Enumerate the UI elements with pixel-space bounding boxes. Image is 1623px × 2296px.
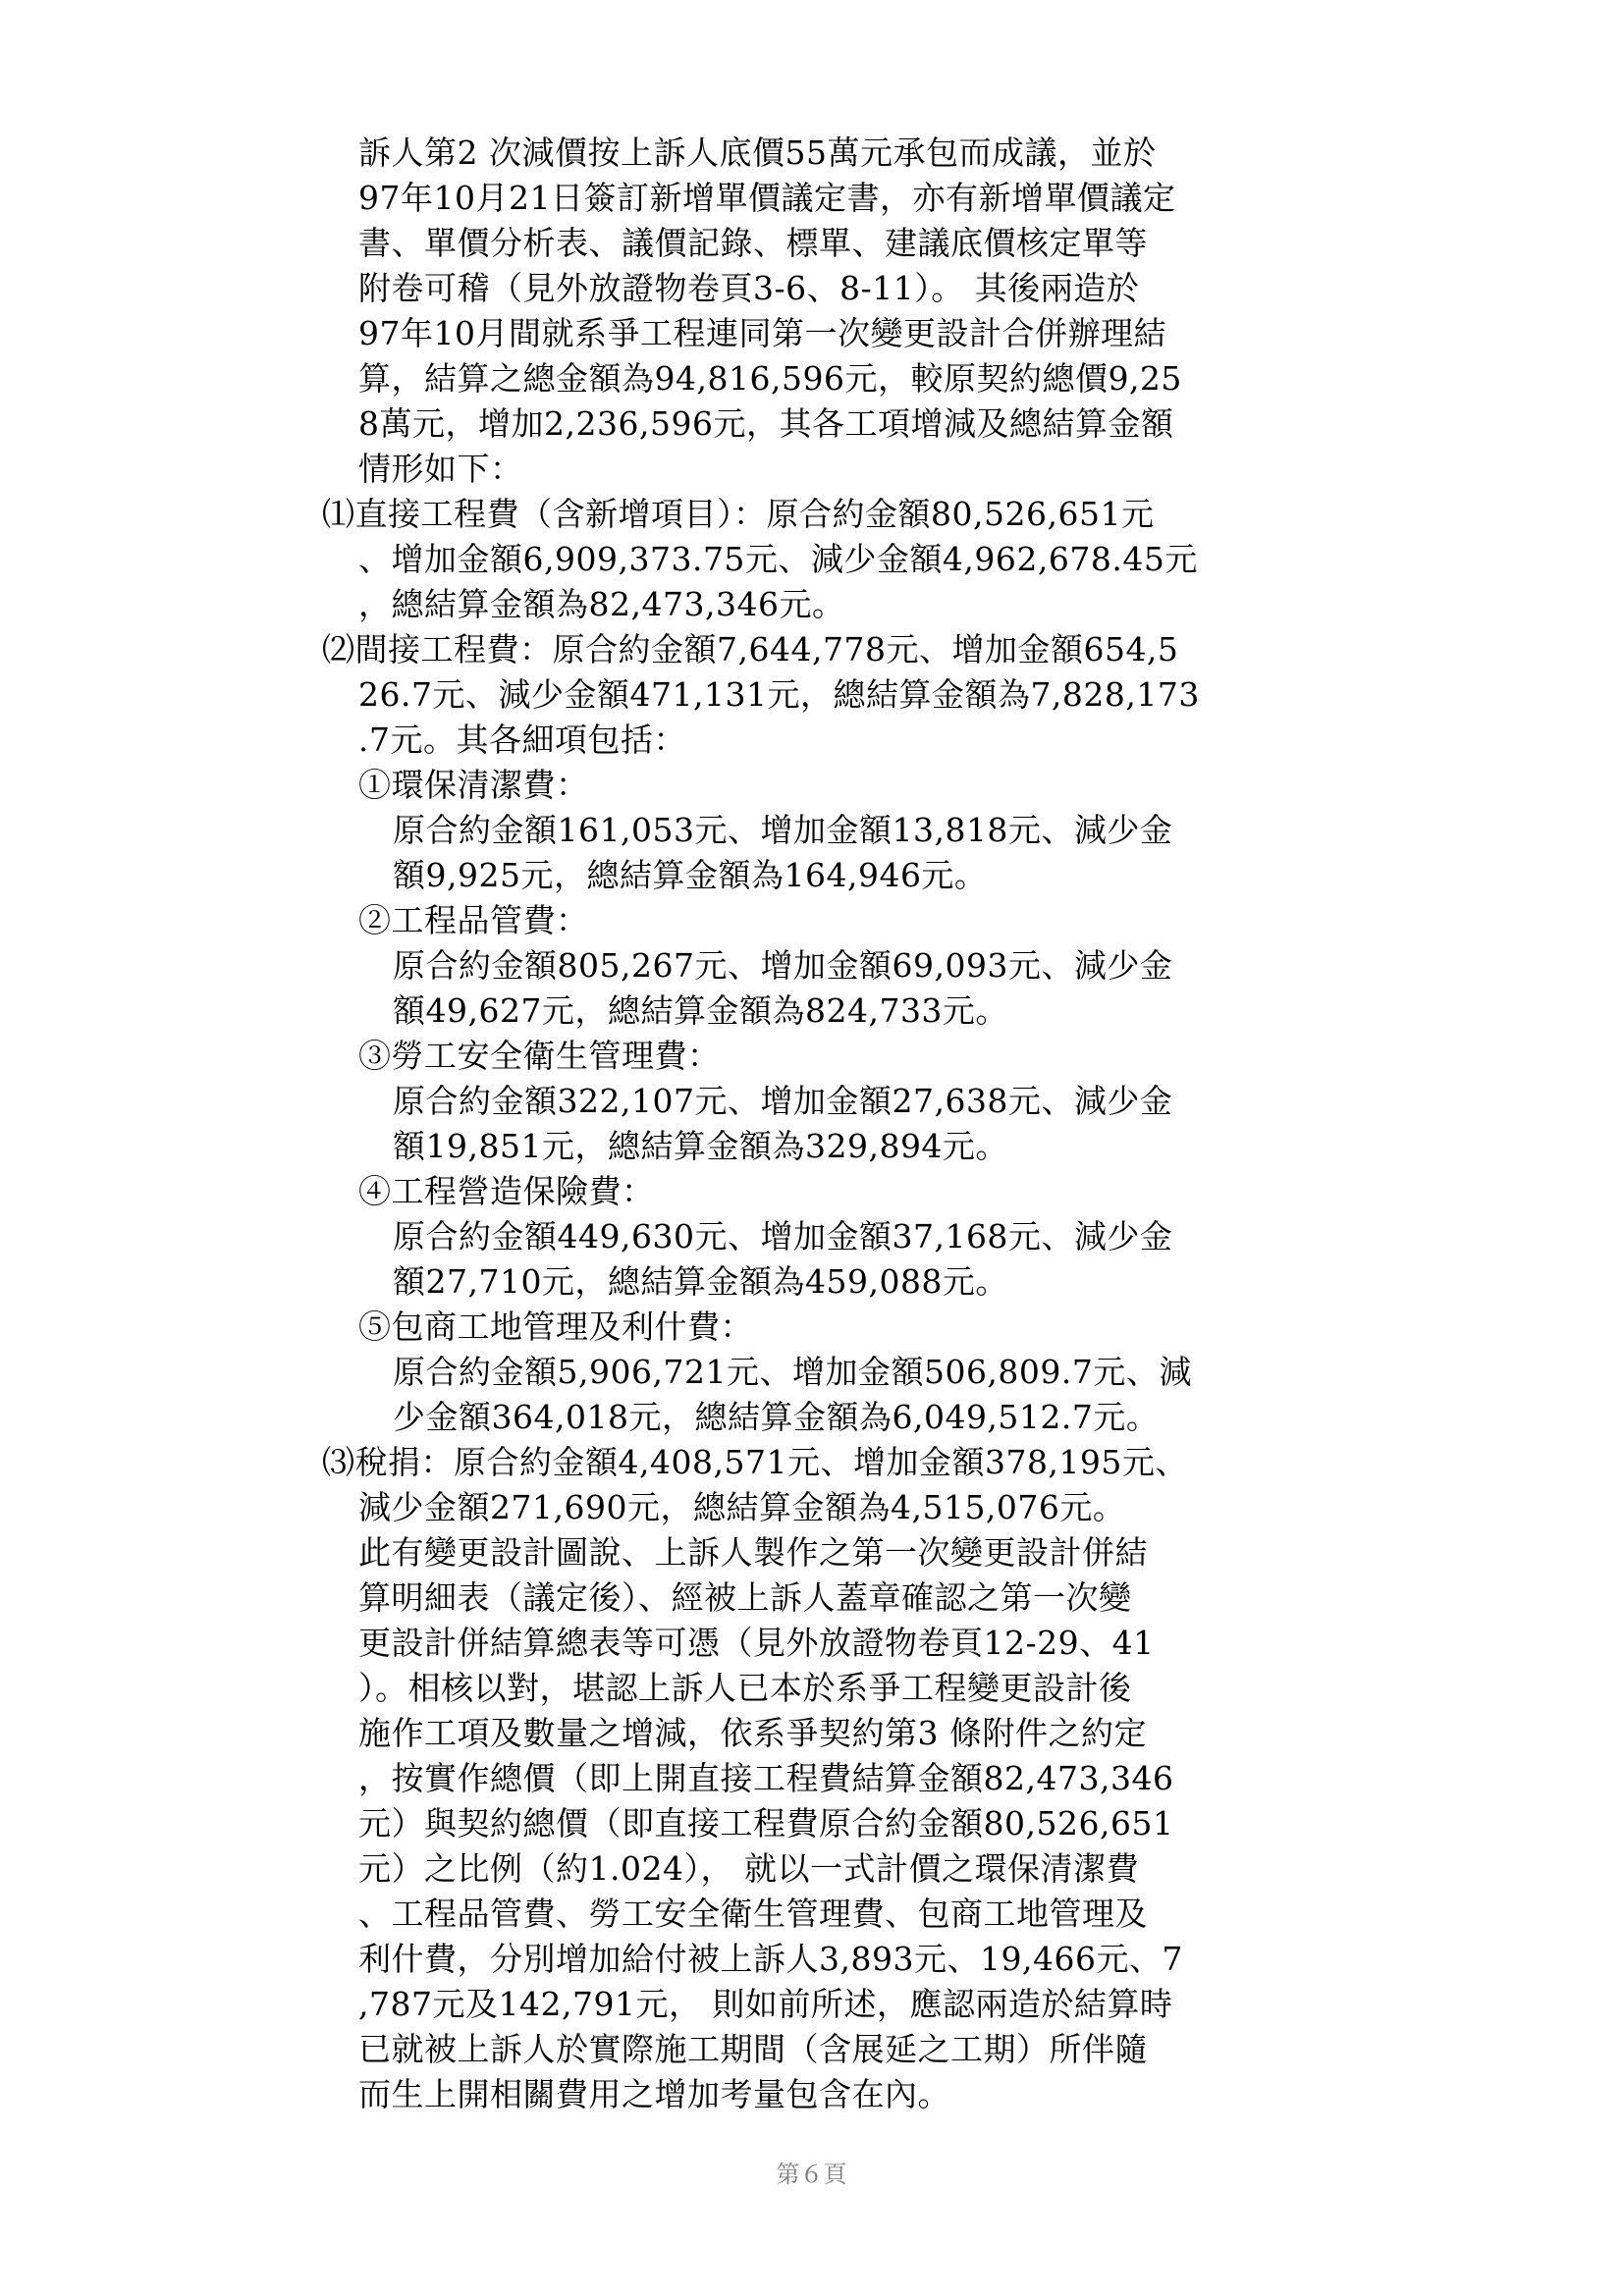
text-line: ，總結算金額為82,473,346元。	[358, 585, 845, 623]
text-line: 額9,925元，總結算金額為164,946元。	[393, 856, 988, 894]
text-line: ⑴直接工程費（含新增項目）：原合約金額80,526,651元	[322, 495, 1155, 533]
text-line: ①環保清潔費：	[358, 766, 589, 804]
text-line: 原合約金額322,107元、增加金額27,638元、減少金	[393, 1082, 1173, 1120]
text-line: 額19,851元，總結算金額為329,894元。	[393, 1127, 1008, 1165]
text-line: 97年10月間就系爭工程連同第一次變更設計合併辦理結	[358, 314, 1166, 352]
text-line: 附卷可稽（見外放證物卷頁3-6、8-11）。 其後兩造於	[358, 269, 1140, 307]
text-line: 已就被上訴人於實際施工期間（含展延之工期）所伴隨	[358, 2030, 1148, 2068]
text-line: 元）與契約總價（即直接工程費原合約金額80,526,651	[358, 1804, 1174, 1842]
text-line: 少金額364,018元，總結算金額為6,049,512.7元。	[393, 1398, 1160, 1436]
text-line: 算明細表（議定後）、經被上訴人蓋章確認之第一次變	[358, 1578, 1132, 1617]
text-line: 更設計併結算總表等可憑（見外放證物卷頁12-29、41	[358, 1624, 1155, 1662]
text-line: 施作工項及數量之增減，依系爭契約第3 條附件之約定	[358, 1714, 1147, 1752]
text-line: 額27,710元，總結算金額為459,088元。	[393, 1262, 1008, 1301]
text-line: 、工程品管費、勞工安全衛生管理費、包商工地管理及	[358, 1895, 1148, 1933]
text-line: 而生上開相關費用之增加考量包含在內。	[358, 2075, 950, 2113]
text-line: ②工程品管費：	[358, 901, 589, 939]
text-line: 訴人第2 次減價按上訴人底價55萬元承包而成議，並於	[358, 133, 1157, 172]
text-line: 書、單價分析表、議價記錄、標單、建議底價核定單等	[358, 224, 1148, 262]
text-line: ④工程營造保險費：	[358, 1172, 655, 1210]
text-line: 原合約金額5,906,721元、增加金額506,809.7元、減	[393, 1353, 1192, 1391]
text-line: 元）之比例（約1.024）， 就以一式計價之環保清潔費	[358, 1849, 1139, 1888]
text-line: 原合約金額449,630元、增加金額37,168元、減少金	[393, 1217, 1173, 1255]
text-line: 26.7元、減少金額471,131元，總結算金額為7,828,173	[358, 675, 1200, 714]
text-line: ）。相核以對，堪認上訴人已本於系爭工程變更設計後	[358, 1669, 1132, 1707]
text-line: ⑶稅捐：原合約金額4,408,571元、增加金額378,195元、	[322, 1443, 1188, 1481]
text-line: 8萬元，增加2,236,596元，其各工項增減及總結算金額	[358, 404, 1174, 443]
text-line: ③勞工安全衛生管理費：	[358, 1037, 721, 1075]
text-line: ⑤包商工地管理及利什費：	[358, 1308, 753, 1346]
text-line: .7元。其各細項包括：	[358, 721, 686, 759]
text-line: ⑵間接工程費：原合約金額7,644,778元、增加金額654,5	[322, 630, 1179, 668]
text-line: 額49,627元，總結算金額為824,733元。	[393, 991, 1008, 1030]
text-line: 減少金額271,690元，總結算金額為4,515,076元。	[358, 1488, 1126, 1526]
text-line: 、增加金額6,909,373.75元、減少金額4,962,678.45元	[358, 540, 1198, 578]
text-line: 原合約金額805,267元、增加金額69,093元、減少金	[393, 946, 1173, 985]
text-line: 情形如下：	[358, 450, 523, 488]
page-number: 第６頁	[776, 2161, 847, 2188]
text-line: 利什費，分別增加給付被上訴人3,893元、19,466元、7	[358, 1940, 1183, 1978]
text-line: 算，結算之總金額為94,816,596元，較原契約總價9,25	[358, 359, 1182, 398]
text-line: 97年10月21日簽訂新增單價議定書，亦有新增單價議定	[358, 179, 1176, 217]
text-line: 此有變更設計圖說、上訴人製作之第一次變更設計併結	[358, 1533, 1148, 1572]
text-line: ，按實作總價（即上開直接工程費結算金額82,473,346	[358, 1759, 1174, 1797]
text-line: ,787元及142,791元， 則如前所述，應認兩造於結算時	[358, 1985, 1173, 2023]
text-line: 原合約金額161,053元、增加金額13,818元、減少金	[393, 811, 1173, 849]
